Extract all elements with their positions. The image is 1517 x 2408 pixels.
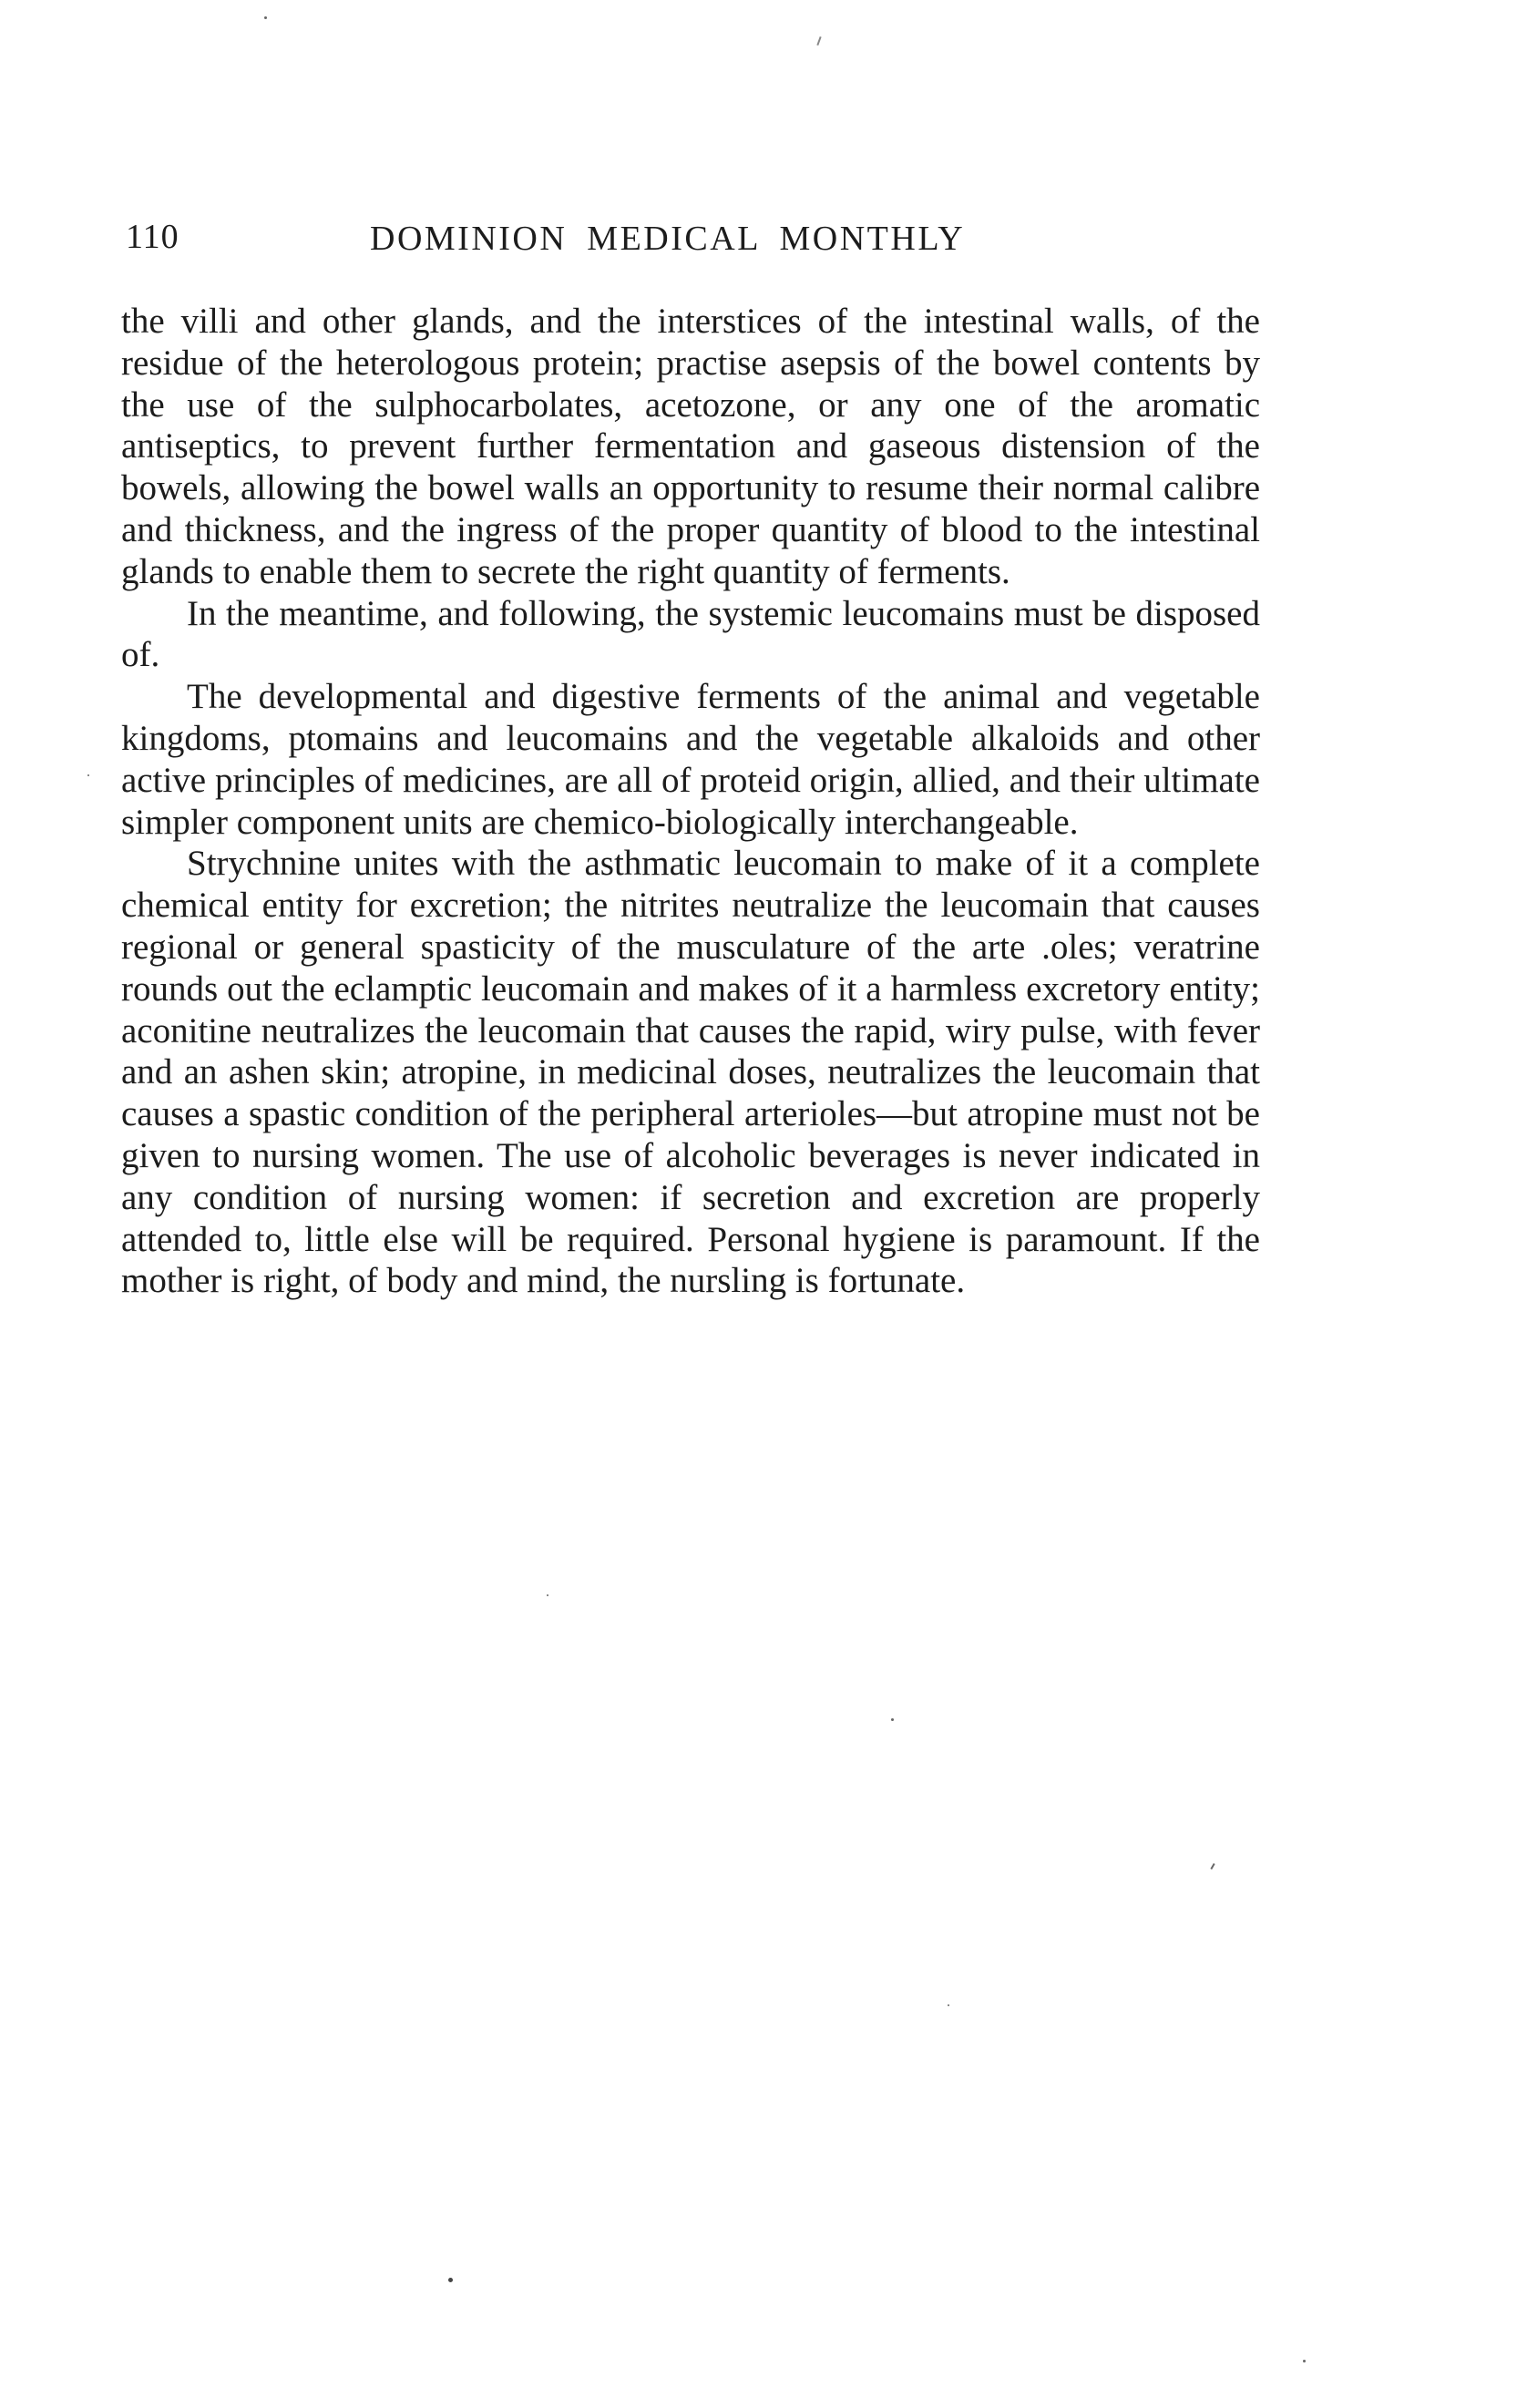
paragraph: The developmental and digestive ferments of the animal and vegetable kingdoms, ptomains and leucomains and the vegetable alkaloids and other active principles of medicines, are all of proteid origin, allied, and their ultimate simpler component units are chemico-biologically interchangeable. bbox=[121, 677, 1260, 842]
scan-speck bbox=[547, 1594, 548, 1596]
page-header bbox=[126, 217, 1256, 272]
scan-speck bbox=[816, 36, 821, 46]
paragraph-continued: the villi and other glands, and the interstices of the intestinal walls, of the residue of the heterologous protein; practise asepsis of the bowel contents by the use of the sulphocarbolates, acetozone, or any one of the aromatic antiseptics, to prevent further fermentation and gaseous distension of the bowels, allowing the bowel walls an opportunity to resume their normal calibre and thickness, and the ingress of the proper quantity of blood to the intestinal glands to enable them to secrete the right quantity of ferments. bbox=[121, 302, 1260, 591]
scan-speck bbox=[1210, 1863, 1215, 1870]
running-head: DOMINION MEDICAL MONTHLY bbox=[370, 220, 966, 258]
scan-speck bbox=[264, 16, 267, 19]
scan-speck bbox=[948, 2004, 949, 2006]
scan-speck bbox=[448, 2278, 453, 2282]
body-text bbox=[121, 301, 1260, 1302]
paragraph: Strychnine unites with the asthmatic leucomain to make of it a complete chemical entity for excretion; the nitrites neutralize the leucomain that causes regional or general spasticity of the musculature of the arte .oles; veratrine rounds out the eclamptic leucomain and makes of it a harmless excretory entity; aconitine neutralizes the leucomain that causes the rapid, wiry pulse, with fever and an ashen skin; atropine, in medicinal doses, neutralizes the leucomain that causes a spastic condition of the peripheral arterioles—but atropine must not be given to nursing women. The use of alcoholic beverages is never indicated in any condition of nursing women: if secretion and excretion are properly attended to, little else will be required. Personal hygiene is paramount. If the mother is right, of body and mind, the nursling is fortunate. bbox=[121, 844, 1260, 1301]
scan-speck bbox=[891, 1718, 894, 1721]
paragraph: In the meantime, and following, the systemic leucomains must be disposed of. bbox=[121, 593, 1260, 675]
page-number: 110 bbox=[126, 218, 179, 256]
scan-speck bbox=[1303, 2360, 1306, 2362]
scan-speck bbox=[87, 774, 89, 776]
